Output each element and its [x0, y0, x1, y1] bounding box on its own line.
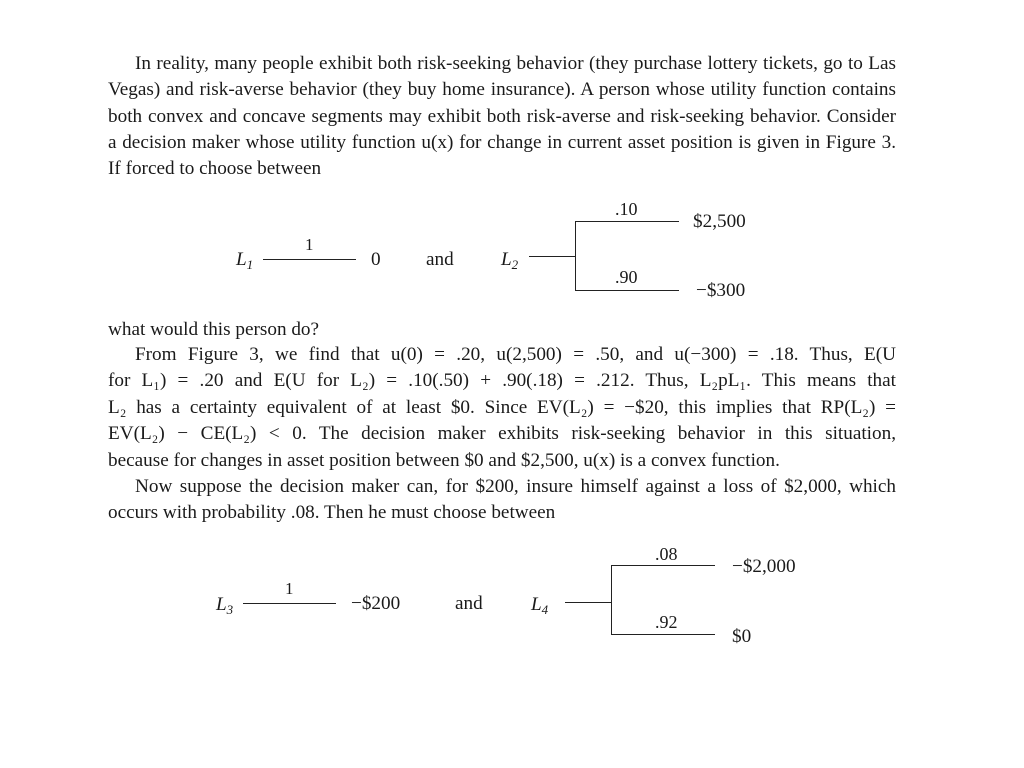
- fork-line-L2: [575, 221, 576, 291]
- prob-top-L2: .10: [615, 199, 638, 219]
- branch-line-L1: [263, 259, 356, 260]
- and-text-1: and: [426, 249, 454, 270]
- paragraph-3: Now suppose the decision maker can, for $200, insure himself against a loss of $2,000, which occurs with probability .08. Then he must choose between: [108, 476, 896, 524]
- lottery-L3-label: $L_3$: [216, 594, 234, 617]
- prob-bottom-L4: .92: [655, 612, 678, 632]
- branch-line-L3: [243, 603, 336, 604]
- outcome-top-L2: $2,500: [693, 211, 746, 232]
- outcome-L3: −$200: [351, 593, 401, 614]
- outcome-bottom-L2: −$300: [696, 280, 746, 301]
- fork-line-L4: [611, 565, 612, 635]
- lottery-L4-label: $L_4$: [531, 594, 549, 617]
- stem-line-L2: [529, 256, 575, 257]
- outcome-bottom-L4: $0: [732, 626, 752, 647]
- outcome-top-L4: −$2,000: [732, 556, 796, 577]
- stem-line-L4: [565, 602, 611, 603]
- branch-bottom-L4: [611, 634, 715, 635]
- paragraph-2-line-2: for L₁) = .20 and E(U for L₂) = .10(.50) + .90(.18) = .212. Thus, L₂pL₁. This means that: [108, 370, 896, 391]
- prob-L1: 1: [305, 235, 314, 254]
- question-line: what would this person do?: [108, 319, 320, 340]
- paragraph-2-line-4: EV(L₂) − CE(L₂) < 0. The decision maker exhibits risk-seeking behavior in this situation,: [108, 423, 896, 444]
- prob-top-L4: .08: [655, 544, 678, 564]
- paragraph-2-line-3: L₂ has a certainty equivalent of at least $0. Since EV(L₂) = −$20, this implies that RP(L₂) =: [108, 397, 896, 418]
- paragraph-2-line-5: because for changes in asset position between $0 and $2,500, u(x) is a convex function.: [108, 450, 780, 471]
- branch-bottom-L2: [575, 290, 679, 291]
- prob-bottom-L2: .90: [615, 267, 638, 287]
- branch-top-L4: [611, 565, 715, 566]
- paragraph-1: In reality, many people exhibit both risk-seeking behavior (they purchase lottery tickets, go to Las Vegas) and risk-averse behavior (they buy home insurance). A person whose utility function contains both convex and concave segments may exhibit both risk-averse and risk-seeking behavior. Consider a decision maker whose utility function u(x) for change in current asset position is given in Figure 3. If forced to choose between: [108, 53, 896, 180]
- lottery-L2-label: $L_2$: [501, 249, 519, 272]
- paragraph-2-line-1: From Figure 3, we find that u(0) = .20, u(2,500) = .50, and u(−300) = .18. Thus, E(U: [135, 344, 896, 365]
- lottery-L1-label: $L_1$: [236, 249, 254, 272]
- branch-top-L2: [575, 221, 679, 222]
- prob-L3: 1: [285, 579, 294, 598]
- and-text-2: and: [455, 593, 483, 614]
- outcome-L1: 0: [371, 249, 381, 270]
